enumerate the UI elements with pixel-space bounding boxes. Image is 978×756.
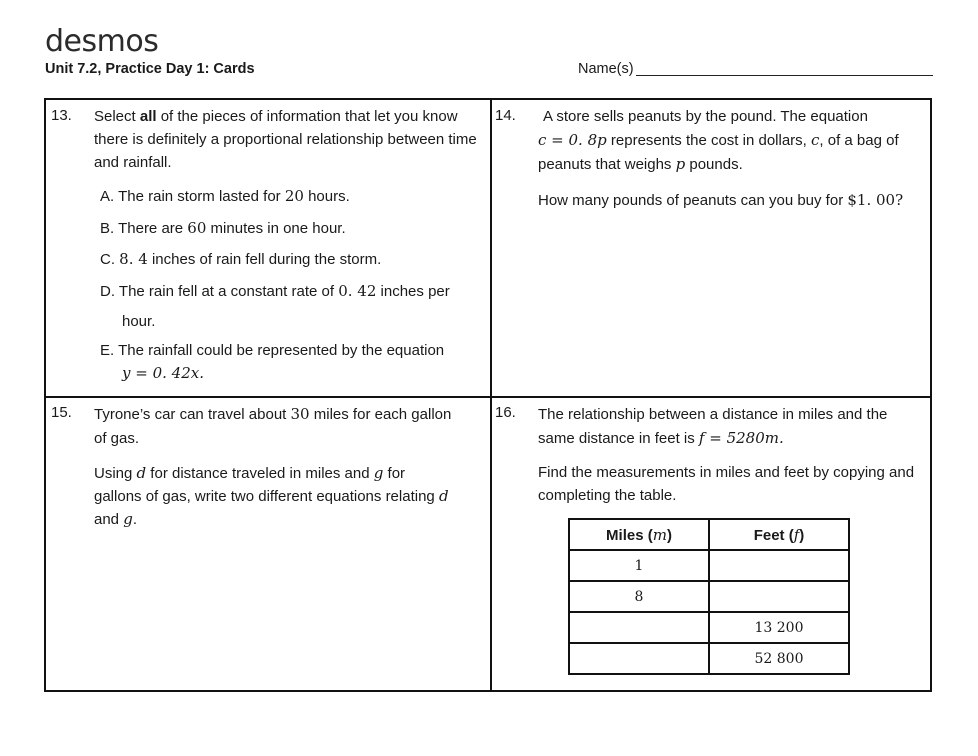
q16-line1: The relationship between a distance in miles and the	[538, 406, 888, 423]
q16-para2: Find the measurements in miles and feet by copying and completing the table.	[538, 464, 915, 504]
q14-line3	[538, 153, 743, 176]
header-end: )	[799, 526, 805, 544]
table-cell-miles[interactable]: 8	[569, 581, 709, 612]
q16-line2	[538, 427, 784, 450]
q13-option-d	[100, 280, 450, 303]
option-number: 60	[187, 219, 207, 237]
option-text: hour.	[122, 313, 156, 330]
table-header-row	[569, 519, 849, 550]
q14-equation: c = 0. 8p	[538, 131, 607, 149]
q15-text-end: miles for each gallon	[309, 406, 452, 423]
header-label: Feet (	[753, 526, 794, 544]
option-text-end: hours.	[303, 188, 350, 205]
q15-text: gallons of gas, write two different equations relating	[94, 488, 439, 505]
q16-equation: f = 5280m.	[698, 429, 784, 447]
table-cell-miles[interactable]: 1	[569, 550, 709, 581]
q14-text: represents the cost in dollars,	[606, 132, 811, 149]
q15-text: for distance traveled in miles and	[146, 465, 374, 482]
q13-prompt-post: of the pieces of information that let you know there is definitely a proportional relationship between time and rainfall.	[94, 108, 477, 171]
q13-option-d-continued	[122, 310, 155, 333]
q13-prompt-pre: Select	[94, 108, 140, 125]
q15-var-g: g	[373, 464, 384, 482]
table-cell-feet[interactable]: 13 200	[709, 612, 849, 643]
q13-number: 13.	[51, 107, 72, 124]
table-row	[569, 550, 849, 581]
q13-prompt-bold: all	[139, 108, 157, 125]
q16-text: same distance in feet is	[538, 430, 699, 447]
option-number: 8. 4	[119, 250, 148, 268]
option-letter: B.	[100, 220, 115, 237]
q15-text: Using	[94, 465, 137, 482]
header-var: f	[793, 525, 800, 544]
option-text: The rain fell at a constant rate of	[118, 283, 339, 300]
q15-line1	[94, 403, 486, 426]
q15-miles: 30	[290, 405, 310, 423]
q14-question	[538, 189, 932, 212]
grid-horizontal-divider	[46, 396, 930, 398]
q14-text-end: , of a bag of	[819, 132, 899, 149]
option-text: There are	[118, 220, 188, 237]
header-miles	[569, 519, 709, 550]
name-label: Name(s)	[578, 61, 634, 77]
q16-number: 16.	[495, 404, 516, 421]
q15-para2	[94, 462, 486, 531]
q14-var-c: c	[811, 131, 820, 149]
q13-option-c	[100, 248, 381, 271]
header-feet	[709, 519, 849, 550]
q13-option-e	[100, 339, 444, 362]
table-cell-miles[interactable]	[569, 612, 709, 643]
table-row	[569, 612, 849, 643]
q15-number: 15.	[51, 404, 72, 421]
cards-grid	[44, 98, 932, 692]
option-text: The rainfall could be represented by the equation	[118, 342, 445, 359]
grid-vertical-divider	[490, 100, 492, 690]
q14-text-end: pounds.	[685, 156, 743, 173]
header-end: )	[666, 526, 672, 544]
header-label: Miles (	[606, 526, 653, 544]
q14-var-p: p	[675, 155, 686, 173]
option-text-end: minutes in one hour.	[206, 220, 346, 237]
option-number: 20	[284, 187, 304, 205]
miles-feet-table	[568, 518, 850, 675]
table-cell-feet[interactable]	[709, 550, 849, 581]
q14-question-text: How many pounds of peanuts can you buy for	[538, 192, 848, 209]
q15-text-end: .	[132, 511, 137, 528]
header-var: m	[652, 525, 667, 544]
q15-text: for	[383, 465, 406, 482]
q15-var-g: g	[123, 510, 133, 528]
option-letter: A.	[100, 188, 115, 205]
q14-text: peanuts that weighs	[538, 156, 676, 173]
table-cell-miles[interactable]	[569, 643, 709, 674]
option-letter: E.	[100, 342, 115, 359]
q15-text: Tyrone’s car can travel about	[94, 406, 291, 423]
q14-line1: A store sells peanuts by the pound. The equation	[543, 108, 868, 125]
table-row	[569, 643, 849, 674]
option-letter: C.	[100, 251, 115, 268]
option-text: The rain storm lasted for	[118, 188, 285, 205]
table-row	[569, 581, 849, 612]
worksheet-title: Unit 7.2, Practice Day 1: Cards	[45, 61, 255, 77]
q15-line2: of gas.	[94, 430, 140, 447]
q14-amount: $1. 00?	[847, 191, 904, 209]
option-letter: D.	[100, 283, 115, 300]
option-text-end: inches per	[376, 283, 450, 300]
q13-equation: y = 0. 42x.	[122, 364, 204, 382]
q13-option-a	[100, 185, 350, 208]
table-cell-feet[interactable]: 52 800	[709, 643, 849, 674]
desmos-logo: desmos	[45, 24, 159, 59]
q14-line2	[538, 129, 932, 152]
q15-var-d: d	[438, 487, 449, 505]
name-write-line	[636, 75, 933, 76]
table-cell-feet[interactable]	[709, 581, 849, 612]
option-number: 0. 42	[338, 282, 377, 300]
q15-var-d: d	[136, 464, 147, 482]
option-text-end: inches of rain fell during the storm.	[147, 251, 382, 268]
q13-prompt	[94, 105, 484, 174]
q15-text: and	[94, 511, 124, 528]
q14-number: 14.	[495, 107, 516, 124]
q13-option-b	[100, 217, 346, 240]
